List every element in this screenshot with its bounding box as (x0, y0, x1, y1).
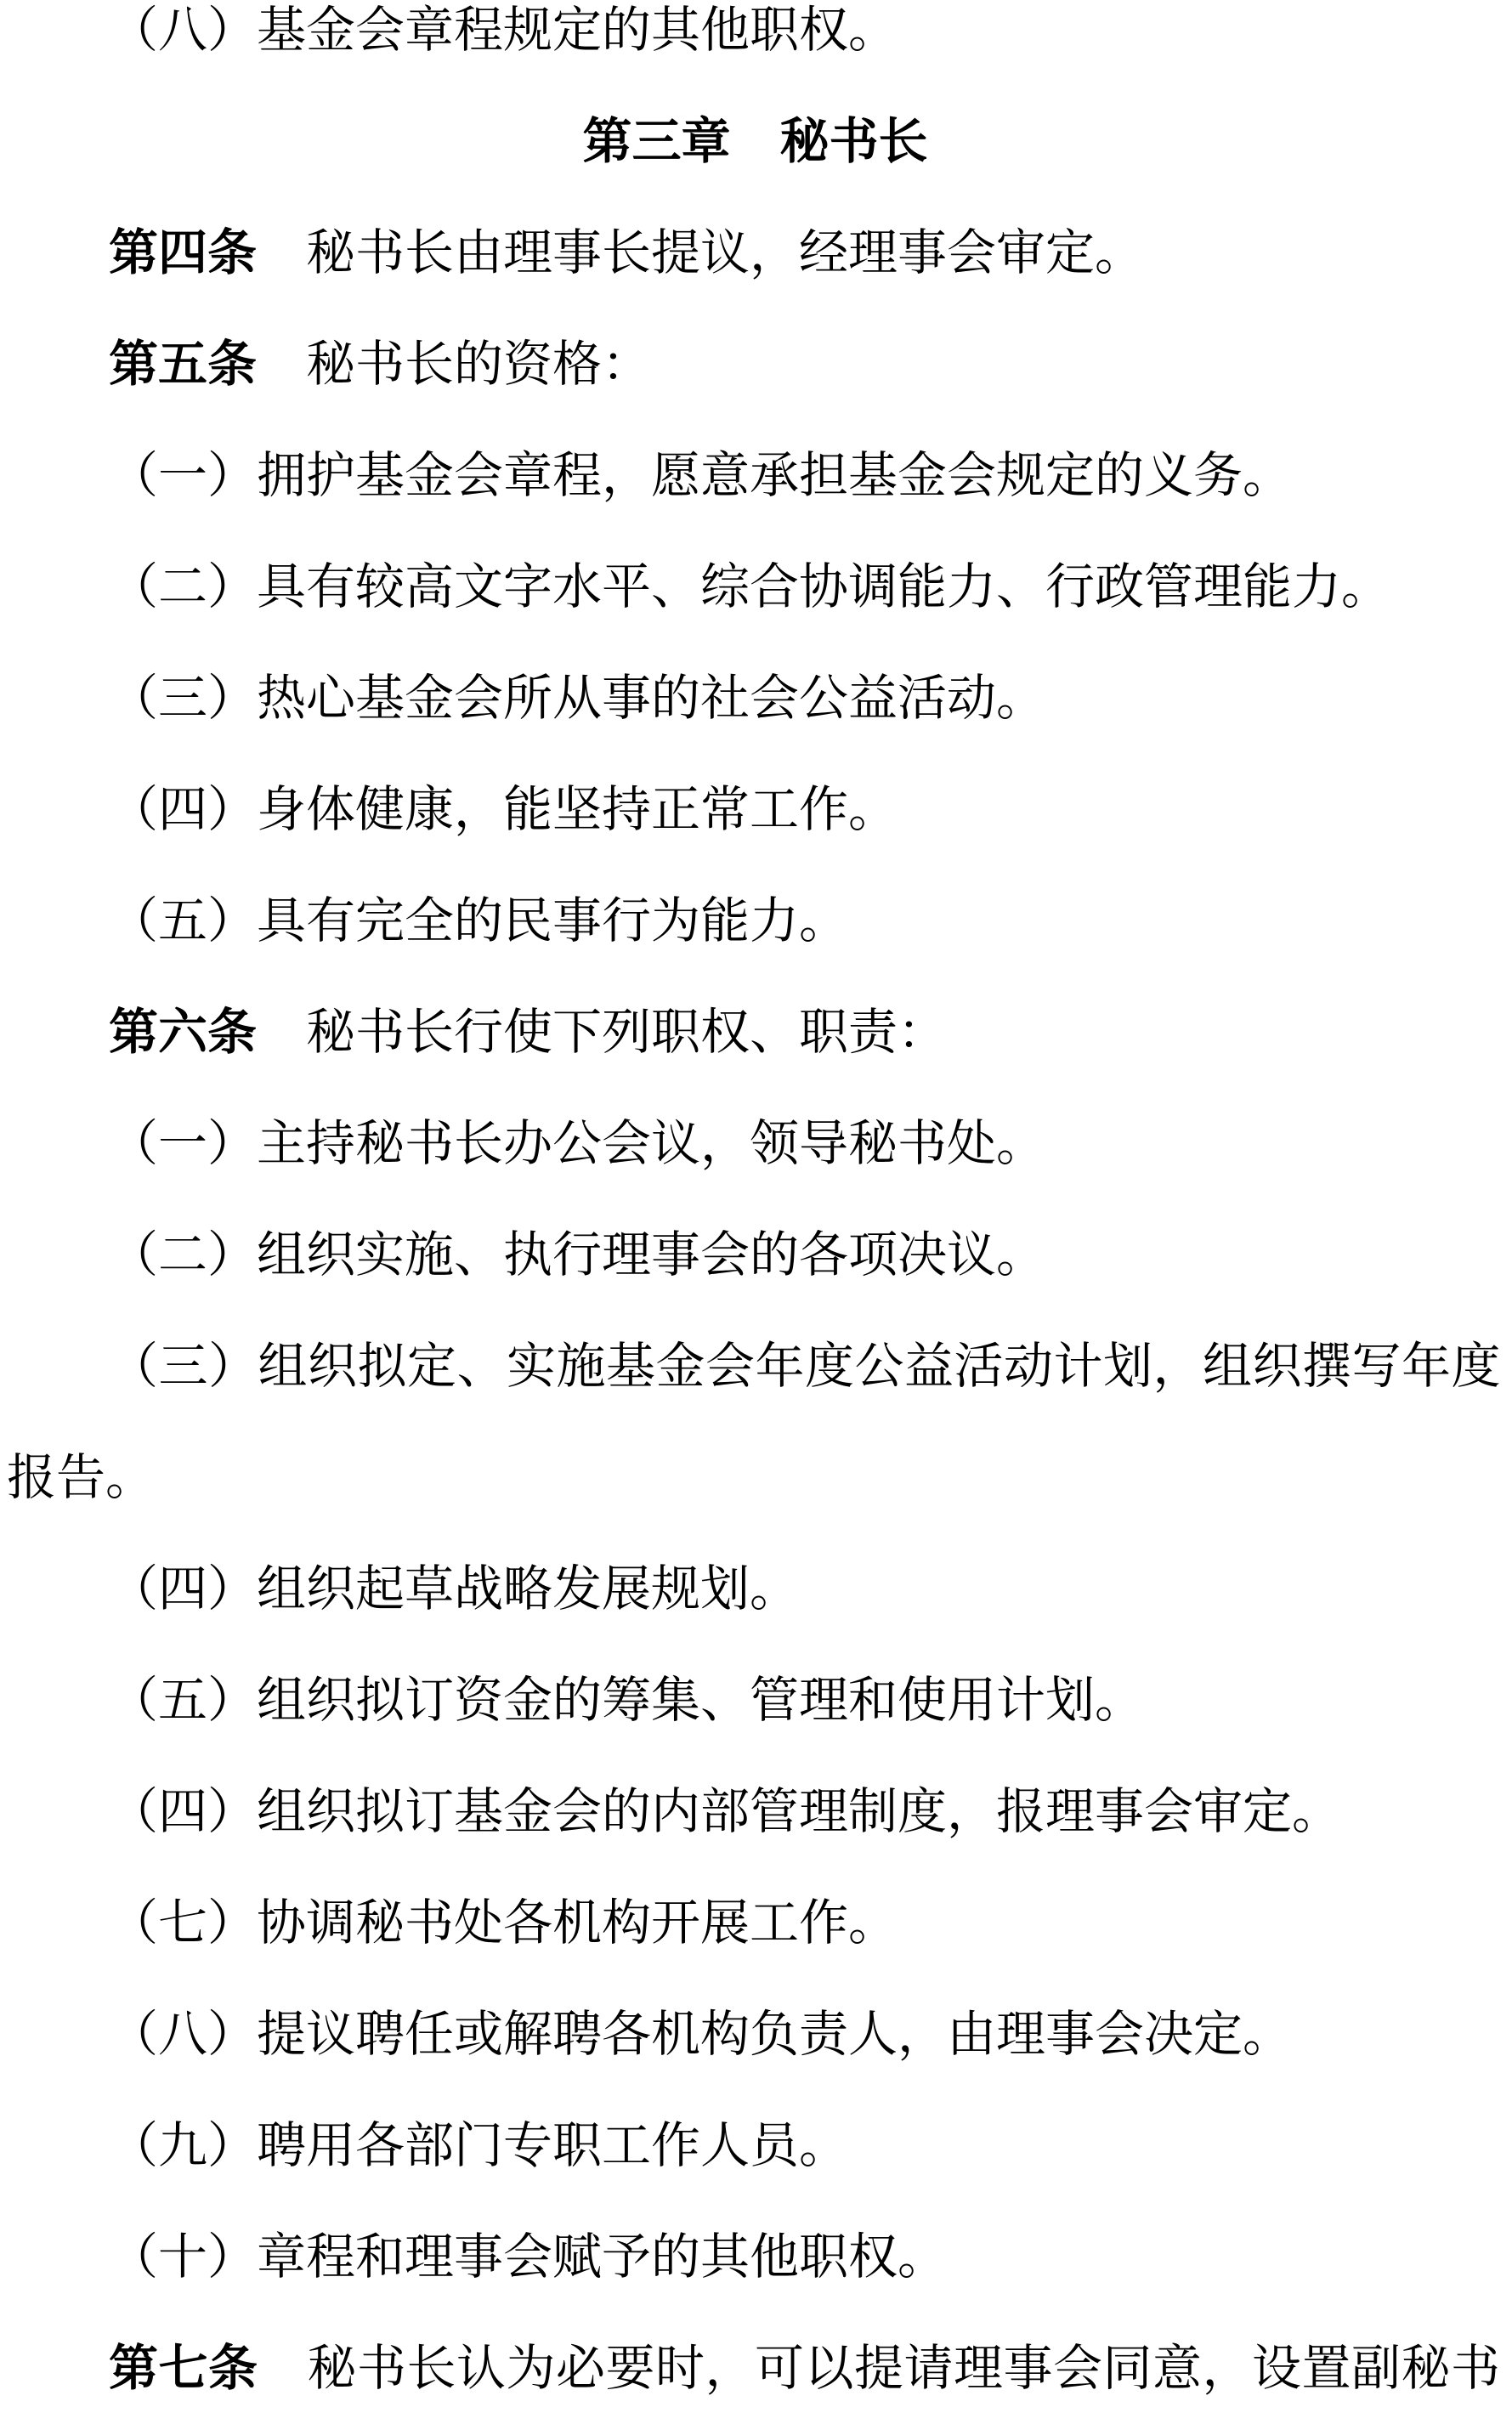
list-item-paragraph (7, 1867, 1504, 1979)
paragraph-text: （九）聘用各部门专职工作人员。 (109, 2118, 849, 2173)
chapter-title: 秘书长 (779, 114, 928, 169)
paragraph-text: 秘书长的资格： (306, 337, 652, 392)
list-item-paragraph (7, 2201, 1504, 2313)
article-paragraph (7, 2313, 1504, 2424)
paragraph-text: （一）主持秘书长办公会议，领导秘书处。 (109, 1116, 1046, 1171)
paragraph-text: （五）组织拟订资金的筹集、管理和使用计划。 (109, 1673, 1145, 1728)
paragraph-text: （一）拥护基金会章程，愿意承担基金会规定的义务。 (109, 448, 1293, 503)
chapter-heading (7, 86, 1504, 197)
list-item-paragraph (7, 1088, 1504, 1199)
list-item-paragraph (7, 1756, 1504, 1867)
article-paragraph (7, 977, 1504, 1088)
article-paragraph (7, 197, 1504, 309)
document-page (7, 0, 1504, 2424)
list-item-paragraph (7, 0, 1504, 86)
list-item-paragraph (7, 865, 1504, 977)
paragraph-text: 秘书长由理事长提议，经理事会审定。 (306, 225, 1145, 280)
paragraph-text: （八）提议聘任或解聘各机构负责人，由理事会决定。 (109, 2007, 1293, 2062)
list-item-paragraph (7, 754, 1504, 865)
list-item-paragraph (7, 1979, 1504, 2090)
paragraph-text: （四）组织起草战略发展规划。 (109, 1561, 800, 1617)
document-body (7, 0, 1504, 2424)
list-item-paragraph (7, 1199, 1504, 1311)
list-item-paragraph (7, 420, 1504, 531)
article-number: 第七条 (109, 2341, 258, 2396)
list-item-paragraph (7, 531, 1504, 643)
paragraph-text: （三）组织拟定、实施基金会年度公益活动计划，组织撰写年度 (109, 1339, 1502, 1394)
article-number: 第五条 (109, 337, 258, 392)
paragraph-text: （四）组织拟订基金会的内部管理制度，报理事会审定。 (109, 1784, 1342, 1839)
list-item-paragraph (7, 1533, 1504, 1645)
paragraph-text: （七）协调秘书处各机构开展工作。 (109, 1895, 898, 1951)
list-item-paragraph (7, 2090, 1504, 2201)
chapter-number: 第三章 (582, 114, 731, 169)
list-item-paragraph (7, 1311, 1504, 1422)
paragraph-text: （八）基金会章程规定的其他职权。 (109, 3, 898, 58)
paragraph-text: （三）热心基金会所从事的社会公益活动。 (109, 671, 1046, 726)
paragraph-text: （二）具有较高文字水平、综合协调能力、行政管理能力。 (109, 559, 1391, 614)
article-paragraph (7, 309, 1504, 420)
list-item-paragraph (7, 643, 1504, 754)
paragraph-text: 秘书长行使下列职权、职责： (306, 1005, 948, 1060)
paragraph-text: 报告。 (7, 1450, 156, 1505)
paragraph-continuation (7, 1422, 1504, 1533)
paragraph-text: （十）章程和理事会赋予的其他职权。 (109, 2229, 948, 2285)
paragraph-text: 秘书长认为必要时，可以提请理事会同意，设置副秘书 (307, 2341, 1501, 2396)
list-item-paragraph (7, 1645, 1504, 1756)
paragraph-text: （五）具有完全的民事行为能力。 (109, 893, 849, 949)
paragraph-text: （四）身体健康，能坚持正常工作。 (109, 782, 898, 837)
article-number: 第六条 (109, 1005, 258, 1060)
article-number: 第四条 (109, 225, 258, 280)
paragraph-text: （二）组织实施、执行理事会的各项决议。 (109, 1227, 1046, 1283)
